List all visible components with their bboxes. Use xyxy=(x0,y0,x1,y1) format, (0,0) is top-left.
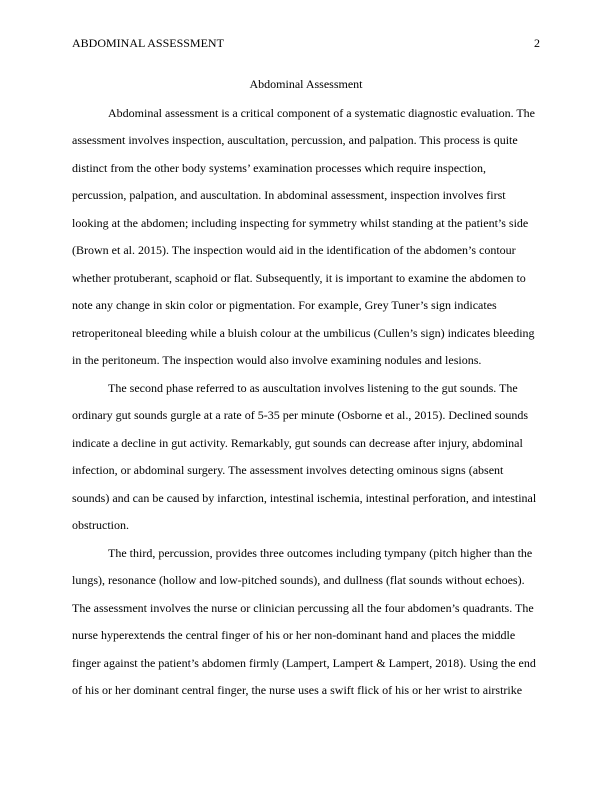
paragraph-line: whether protuberant, scaphoid or flat. Subsequently, it is important to examine the abdomen to xyxy=(72,271,526,285)
paragraph-line: The second phase referred to as auscultation involves listening to the gut sounds. The xyxy=(108,381,518,395)
paragraph-line: percussion, palpation, and auscultation. In abdominal assessment, inspection involves first xyxy=(72,188,506,202)
paragraph-line: indicate a decline in gut activity. Remarkably, gut sounds can decrease after injury, abdominal xyxy=(72,436,523,450)
paragraph-line: distinct from the other body systems’ examination processes which require inspection, xyxy=(72,161,487,175)
paragraph-line: (Brown et al. 2015). The inspection would aid in the identification of the abdomen’s contour xyxy=(72,243,516,257)
document-title: Abdominal Assessment xyxy=(249,77,363,91)
paragraph-line: ordinary gut sounds gurgle at a rate of 5-35 per minute (Osborne et al., 2015). Declined sounds xyxy=(72,408,528,422)
paragraph-line: of his or her dominant central finger, the nurse uses a swift flick of his or her wrist to airstrike xyxy=(72,683,523,697)
paragraph-line: note any change in skin color or pigmentation. For example, Grey Tuner’s sign indicates xyxy=(72,298,497,312)
paragraph-line: retroperitoneal bleeding while a bluish colour at the umbilicus (Cullen’s sign) indicates bleeding xyxy=(72,326,535,340)
paragraph-line: looking at the abdomen; including inspecting for symmetry whilst standing at the patient’s side xyxy=(72,216,529,230)
paragraph-line: nurse hyperextends the central finger of his or her non-dominant hand and places the middle xyxy=(72,628,516,642)
paragraph-line: The assessment involves the nurse or clinician percussing all the four abdomen’s quadrants. The xyxy=(72,601,534,615)
paragraph-line: assessment involves inspection, auscultation, percussion, and palpation. This process is quite xyxy=(72,133,518,147)
running-head: ABDOMINAL ASSESSMENT xyxy=(72,36,224,50)
paragraph-line: sounds) and can be caused by infarction, intestinal ischemia, intestinal perforation, and intestinal xyxy=(72,491,537,505)
paragraph-line: lungs), resonance (hollow and low-pitched sounds), and dullness (flat sounds without echoes). xyxy=(72,573,525,587)
paragraph-line: Abdominal assessment is a critical component of a systematic diagnostic evaluation. The xyxy=(108,106,536,120)
paragraph-line: infection, or abdominal surgery. The assessment involves detecting ominous signs (absent xyxy=(72,463,504,477)
paragraph-line: finger against the patient’s abdomen firmly (Lampert, Lampert & Lampert, 2018). Using the end xyxy=(72,656,536,670)
page-number: 2 xyxy=(534,36,540,50)
paragraph-line: obstruction. xyxy=(72,518,129,532)
paragraph-line: in the peritoneum. The inspection would also involve examining nodules and lesions. xyxy=(72,353,482,367)
paragraph-line: The third, percussion, provides three outcomes including tympany (pitch higher than the xyxy=(108,546,533,560)
